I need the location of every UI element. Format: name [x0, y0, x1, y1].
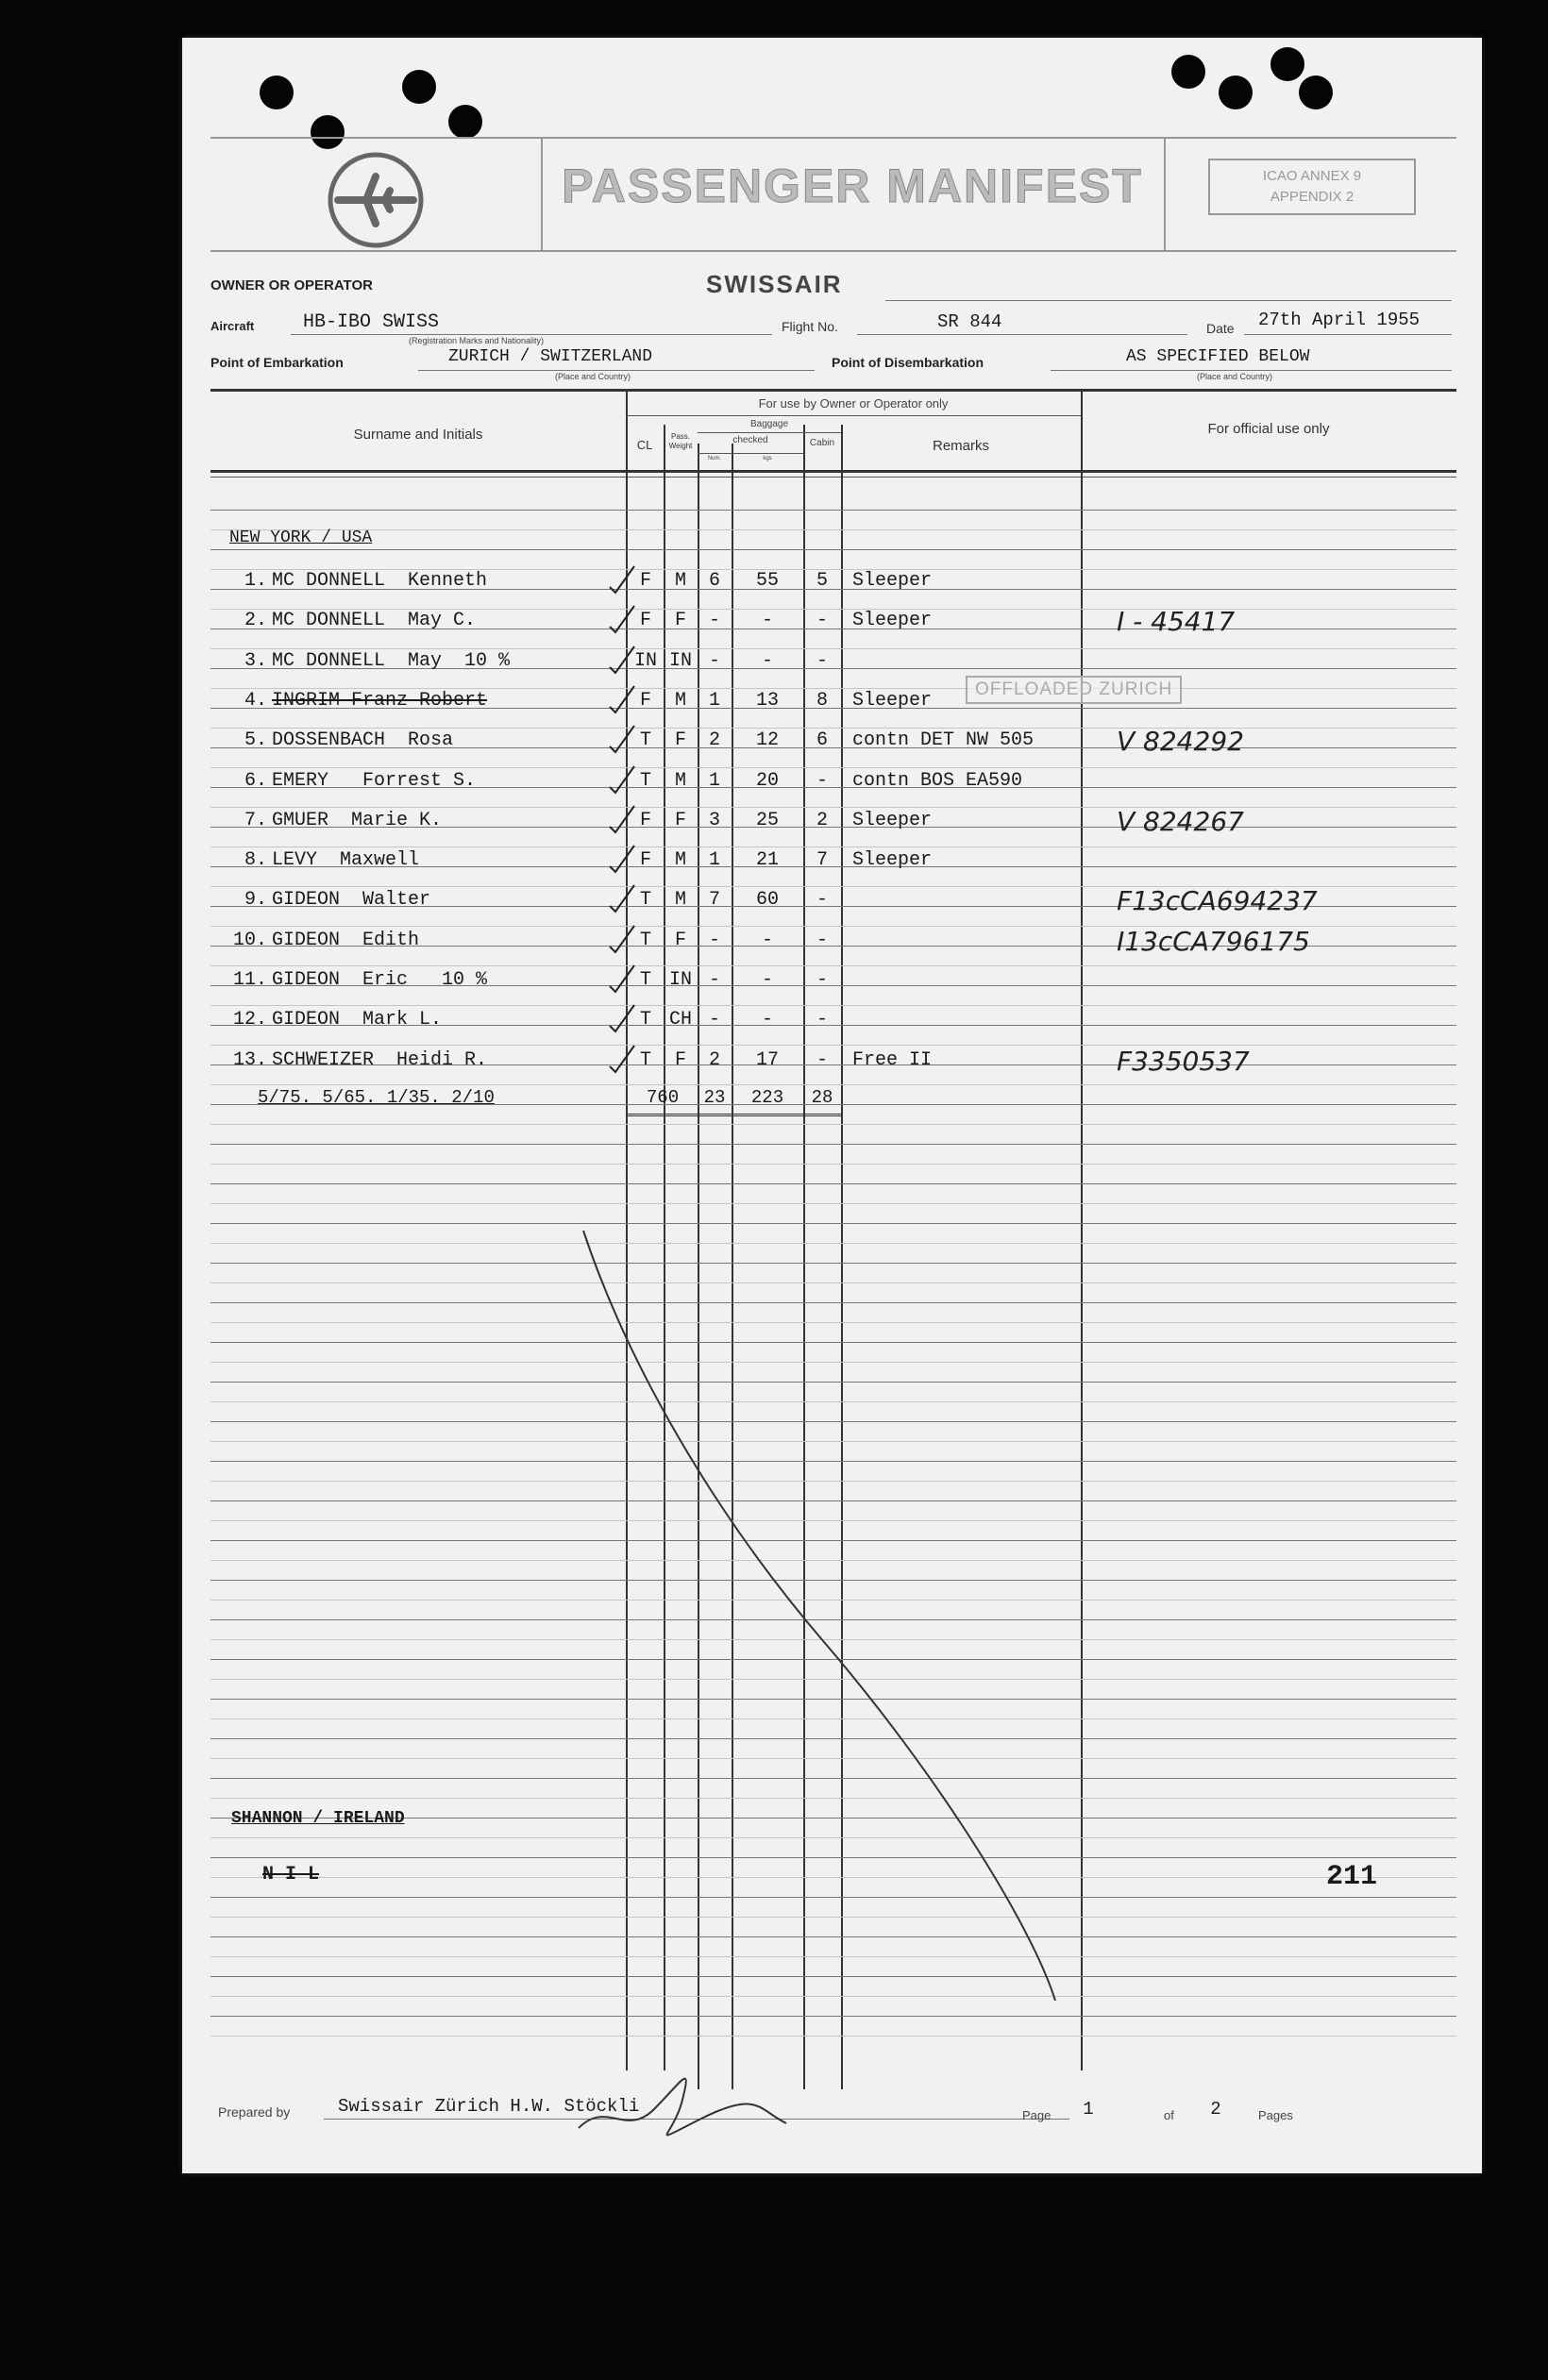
signature-icon [569, 2043, 796, 2156]
baggage-kgs: 20 [755, 769, 779, 792]
passenger-name: GIDEON Eric 10 % [272, 969, 488, 991]
passenger-weight: M [674, 689, 686, 712]
total-pass-weight: 760 [646, 1087, 680, 1108]
passenger-class: T [639, 929, 651, 951]
baggage-kgs: 21 [755, 849, 779, 872]
baggage-kgs: - [761, 969, 773, 991]
cabin-number: 7 [816, 849, 828, 872]
passenger-weight: IN [668, 969, 692, 991]
passenger-name: EMERY Forrest S. [272, 769, 477, 792]
total-cabin: 28 [811, 1087, 833, 1108]
row-number: 5. [244, 729, 267, 752]
passenger-weight: CH [668, 1009, 692, 1031]
pass-weight-column-header: Pass. Weight [668, 432, 693, 450]
icao-annex: ICAO ANNEX 9 [1262, 168, 1362, 184]
remarks: Sleeper [852, 809, 933, 831]
embarkation-subcaption: (Place and Country) [555, 372, 631, 381]
baggage-num: - [708, 1009, 720, 1031]
baggage-num: 1 [708, 849, 720, 872]
icao-appendix: APPENDIX 2 [1270, 189, 1354, 205]
nil-entry: N I L [262, 1864, 320, 1886]
cabin-number: - [816, 649, 828, 672]
passenger-name: MC DONNELL May 10 % [272, 649, 511, 672]
page-value: 1 [1083, 2099, 1094, 2120]
disembarkation-subcaption: (Place and Country) [1197, 372, 1273, 381]
baggage-kgs: 17 [755, 1048, 779, 1071]
passenger-name: GIDEON Walter [272, 889, 431, 912]
baggage-num: - [708, 969, 720, 991]
passenger-weight: F [674, 610, 686, 632]
cabin-number: - [816, 889, 828, 912]
destination-section-heading: NEW YORK / USA [229, 528, 373, 547]
passenger-name: GIDEON Edith [272, 929, 420, 951]
passenger-name: DOSSENBACH Rosa [272, 729, 454, 752]
passenger-weight: M [674, 570, 686, 592]
baggage-num: 3 [708, 809, 720, 831]
passenger-name: GMUER Marie K. [272, 809, 443, 831]
passenger-class: T [639, 1009, 651, 1031]
cabin-number: 5 [816, 570, 828, 592]
checked-caption: checked [732, 435, 768, 445]
passenger-class: F [639, 610, 651, 632]
row-number: 1. [244, 570, 267, 592]
passenger-class: T [639, 1048, 651, 1071]
passenger-class: T [639, 729, 651, 752]
cabin-number: - [816, 929, 828, 951]
remarks-column-header: Remarks [932, 438, 989, 454]
date-label: Date [1206, 321, 1235, 336]
official-use-column-header: For official use only [1207, 421, 1330, 437]
row-number: 8. [244, 849, 267, 872]
passenger-name: MC DONNELL May C. [272, 610, 477, 632]
baggage-caption: Baggage [749, 419, 789, 429]
shannon-section-heading: SHANNON / IRELAND [231, 1809, 405, 1828]
disembarkation-label: Point of Disembarkation [832, 355, 984, 370]
baggage-kgs: - [761, 929, 773, 951]
row-number: 2. [244, 610, 267, 632]
passenger-class: F [639, 689, 651, 712]
of-value: 2 [1210, 2099, 1221, 2120]
date-value: 27th April 1955 [1258, 310, 1421, 330]
passenger-class: F [639, 570, 651, 592]
passenger-weight: F [674, 929, 686, 951]
official-use-entry: V 824267 [1117, 805, 1244, 837]
passenger-name: GIDEON Mark L. [272, 1009, 443, 1031]
offloaded-stamp: OFFLOADED ZURICH [966, 676, 1182, 704]
passenger-class: T [639, 969, 651, 991]
total-bag-num: 23 [703, 1087, 726, 1108]
baggage-num: 2 [708, 1048, 720, 1071]
cabin-caption: Cabin [809, 438, 835, 448]
owner-label: OWNER OR OPERATOR [210, 277, 373, 293]
flight-label: Flight No. [782, 319, 838, 334]
baggage-kgs: - [761, 610, 773, 632]
passenger-class: T [639, 889, 651, 912]
row-number: 12. [232, 1009, 267, 1031]
baggage-num: - [708, 649, 720, 672]
aircraft-subcaption: (Registration Marks and Nationality) [409, 336, 545, 345]
baggage-kgs: 25 [755, 809, 779, 831]
row-number: 6. [244, 769, 267, 792]
owner-value: SWISSAIR [706, 270, 843, 298]
cabin-number: - [816, 969, 828, 991]
baggage-kgs: 55 [755, 570, 779, 592]
cabin-number: 2 [816, 809, 828, 831]
aircraft-value: HB-IBO SWISS [303, 311, 440, 333]
remarks: Sleeper [852, 689, 933, 712]
baggage-kgs: - [761, 649, 773, 672]
passenger-weight: F [674, 1048, 686, 1071]
baggage-kgs: 12 [755, 729, 779, 752]
passenger-weight: M [674, 849, 686, 872]
embarkation-value: ZURICH / SWITZERLAND [448, 347, 653, 366]
disembarkation-value: AS SPECIFIED BELOW [1126, 347, 1310, 366]
row-number: 7. [244, 809, 267, 831]
row-number: 9. [244, 889, 267, 912]
cabin-number: 8 [816, 689, 828, 712]
aircraft-label: Aircraft [210, 319, 255, 333]
cabin-number: - [816, 610, 828, 632]
remarks: contn DET NW 505 [852, 729, 1035, 752]
row-number: 4. [244, 689, 267, 712]
baggage-num: - [708, 929, 720, 951]
baggage-kgs: 60 [755, 889, 779, 912]
num-caption: Num. [707, 456, 722, 461]
document-title: PASSENGER MANIFEST [562, 159, 1143, 212]
operator-use-caption: For use by Owner or Operator only [758, 396, 949, 411]
prepared-by-label: Prepared by [218, 2104, 291, 2120]
totals-note: 5/75. 5/65. 1/35. 2/10 [258, 1087, 495, 1108]
baggage-kgs: - [761, 1009, 773, 1031]
passenger-name: LEVY Maxwell [272, 849, 420, 872]
embarkation-label: Point of Embarkation [210, 355, 344, 370]
kgs-caption: kgs [763, 456, 772, 461]
passenger-class: F [639, 809, 651, 831]
baggage-num: 6 [708, 570, 720, 592]
baggage-num: 1 [708, 689, 720, 712]
baggage-kgs: 13 [755, 689, 779, 712]
cabin-number: - [816, 1009, 828, 1031]
row-number: 3. [244, 649, 267, 672]
passenger-name: SCHWEIZER Heidi R. [272, 1048, 488, 1071]
passenger-weight: F [674, 729, 686, 752]
cabin-number: - [816, 769, 828, 792]
baggage-num: 7 [708, 889, 720, 912]
remarks: contn BOS EA590 [852, 769, 1023, 792]
baggage-num: 2 [708, 729, 720, 752]
total-bag-kgs: 223 [750, 1087, 784, 1108]
cabin-number: - [816, 1048, 828, 1071]
official-use-entry: I13cCA796175 [1117, 925, 1310, 957]
official-use-entry: F13cCA694237 [1117, 885, 1318, 917]
passenger-class: T [639, 769, 651, 792]
official-use-entry: I - 45417 [1117, 606, 1236, 638]
page-label: Page [1022, 2108, 1052, 2122]
remarks: Sleeper [852, 849, 933, 872]
remarks: Sleeper [852, 570, 933, 592]
baggage-num: 1 [708, 769, 720, 792]
pages-label: Pages [1258, 2108, 1293, 2122]
passenger-weight: M [674, 769, 686, 792]
row-number: 10. [232, 929, 267, 951]
sheet-number: 211 [1326, 1861, 1378, 1893]
surname-column-header: Surname and Initials [353, 427, 483, 443]
remarks: Free II [852, 1048, 933, 1071]
row-number: 11. [232, 969, 267, 991]
class-column-header: CL [636, 438, 653, 452]
baggage-num: - [708, 610, 720, 632]
passenger-class: IN [633, 649, 657, 672]
passenger-weight: IN [668, 649, 692, 672]
official-use-entry: F3350537 [1117, 1045, 1250, 1077]
passenger-name: INGRIM Franz Robert [272, 689, 488, 712]
flight-value: SR 844 [937, 311, 1002, 332]
remarks: Sleeper [852, 610, 933, 632]
cancel-stroke [182, 38, 1482, 2173]
passenger-weight: M [674, 889, 686, 912]
prepared-by-value: Swissair Zürich H.W. Stöckli [338, 2096, 640, 2117]
manifest-sheet [182, 38, 1482, 2173]
of-label: of [1164, 2108, 1174, 2122]
official-use-entry: V 824292 [1117, 726, 1244, 758]
passenger-name: MC DONNELL Kenneth [272, 570, 488, 592]
passenger-weight: F [674, 809, 686, 831]
cabin-number: 6 [816, 729, 828, 752]
row-number: 13. [232, 1048, 267, 1071]
passenger-class: F [639, 849, 651, 872]
